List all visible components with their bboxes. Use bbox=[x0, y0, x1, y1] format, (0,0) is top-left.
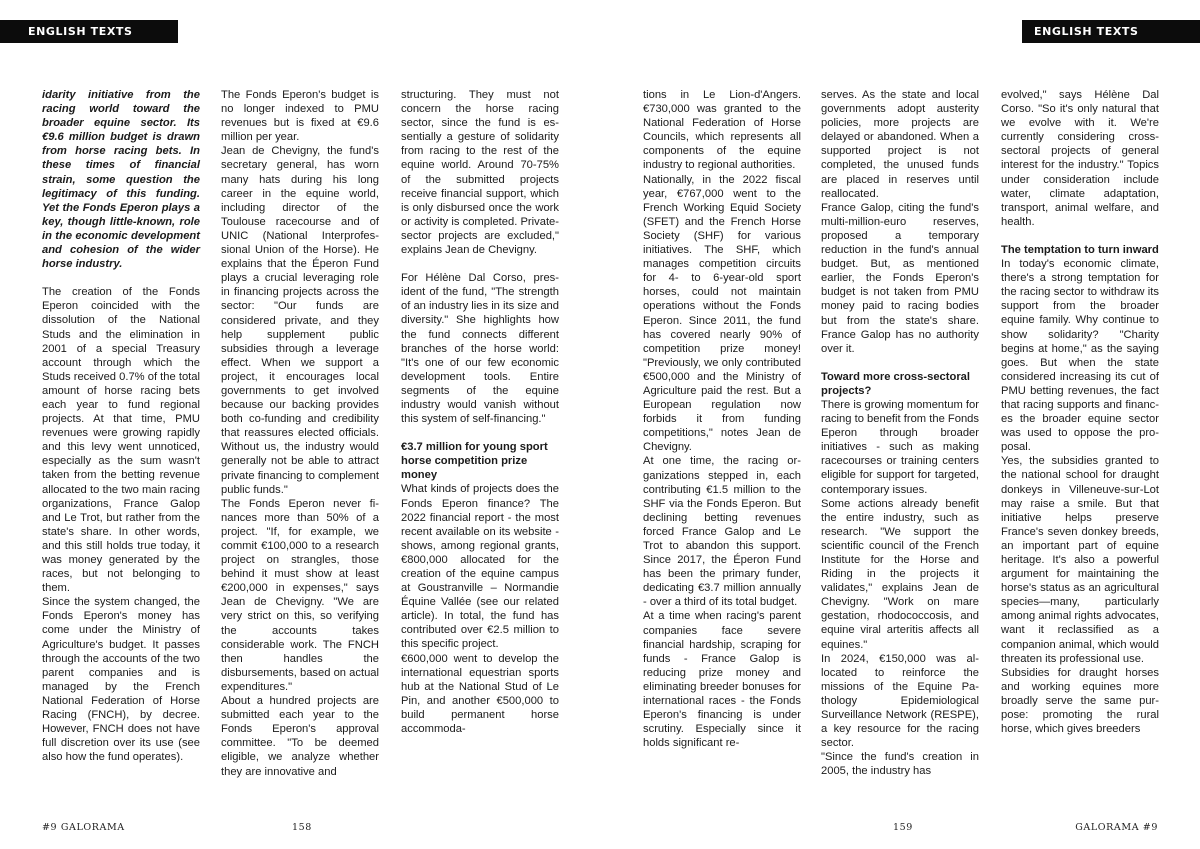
page-number-right: 159 bbox=[893, 822, 913, 833]
section-heading: The temptation to turn inward bbox=[1001, 243, 1159, 256]
body-paragraph: €600,000 went to develop the international equestrian sports hub at the National Stud of Le Pin, and another €500,000 to build permanent horse accommoda- bbox=[401, 652, 559, 736]
body-paragraph: The creation of the Fonds Eperon coincided with the dissolution of the National Studs and the elimination in 2001 of a special Treasury account through which the Studs received 0.7% of the total amount of horse racing bets each year to fund regional projects. At that time, PMU revenues were growing rapidly and this levy went unnoticed, especially as the sum wasn't taken from the betting revenue allocated to the two main racing organizations, France Galop and Le Trot, but rather from the state's share. In other words, and this still holds true today, it was money generated by the races, but not belonging to them. bbox=[42, 286, 200, 595]
body-paragraph: "Since the fund's creation in 2005, the industry has bbox=[821, 751, 979, 778]
body-paragraph: The Fonds Eperon's budget is no longer indexed to PMU revenues but is fixed at €9.6 million per year. bbox=[221, 89, 379, 144]
body-paragraph: There is growing momentum for racing to benefit from the Fonds Eperon through broader initiatives - such as making racecourses or training centers eligible for support for targeted, contemporary issues. bbox=[821, 398, 979, 496]
page-number-left: 158 bbox=[292, 822, 312, 833]
section-heading: €3.7 million for young sport horse competition prize money bbox=[401, 441, 548, 482]
body-paragraph: Since the system changed, the Fonds Eperon's money has come under the Ministry of Agriculture's budget. It passes through the accounts of the two parent companies and is managed by the French National Federation of Horse Racing (FNCH), by decree. However, FNCH does not have full discretion over its use (see also how the fund operates). bbox=[42, 596, 200, 764]
column-6 bbox=[1001, 88, 1159, 736]
body-paragraph: About a hundred projects are submitted each year to the Fonds Eperon's approval committee. "To be deemed eligible, we analyze whether they are innovative and bbox=[221, 695, 379, 778]
body-paragraph: France Galop, citing the fund's multi-million-euro reserves, proposed a temporary reduction in the fund's annual budget. But, as mentioned earlier, the Fonds Eperon's budget is not taken from PMU money paid to racing bodies but from the state's share. France Galop has no authority over it. bbox=[821, 201, 979, 355]
body-paragraph: At a time when racing's parent companies face severe financial hardship, scraping for funds - France Galop is reducing prize money and eliminating breeder bonuses for international races - the Fonds Eperon's financing is under scrutiny. Especially since it holds significant re- bbox=[643, 610, 801, 750]
footer-issue-right: GALORAMA #9 bbox=[1075, 822, 1158, 833]
body-paragraph: Subsidies for draught horses and working equines more broadly serve the same purpose: promoting the rural horse, which gives breeders bbox=[1001, 666, 1159, 736]
footer-issue-left: #9 GALORAMA bbox=[42, 822, 125, 833]
section-heading: Toward more cross-sectoral projects? bbox=[821, 370, 971, 397]
body-paragraph: At one time, the racing organizations stepped in, each contributing €1.5 million to the SHF via the Fonds Eperon. But declining betting revenues forced France Galop and Le Trot to abandon this support. Since 2017, the Éperon Fund has been the primary funder, dedicating €3.7 million annually - over a third of its total budget. bbox=[643, 455, 801, 609]
body-paragraph: In 2024, €150,000 was allocated to reinforce the missions of the Equine Pathology Epidemiological Surveillance Network (RESPE), a key resource for the racing sector. bbox=[821, 652, 979, 750]
column-3 bbox=[401, 88, 559, 736]
body-paragraph: tions in Le Lion-d'Angers. €730,000 was granted to the National Federation of Horse Councils, which represents all components of the equine industry to regional authorities. bbox=[643, 89, 801, 172]
section-tab-right: ENGLISH TEXTS bbox=[1022, 20, 1200, 43]
body-paragraph: Nationally, in the 2022 fiscal year, €767,000 went to the French Working Equid Society (SFET) and the French Horse Society (SHF) for various initiatives. The SHF, which manages competition circuits for 4- to 6-year-old sport horses, could not maintain operations without the Fonds Eperon. Since 2011, the fund has covered nearly 90% of competition prize money! "Previously, we only contributed €500,000 and the Ministry of Agriculture paid the rest. But a European regulation now forbids it from funding competitions," notes Jean de Chevigny. bbox=[643, 173, 801, 454]
body-paragraph: What kinds of projects does the Fonds Eperon finance? The 2022 financial report - the most recent available on its website - shows, among regional grants, €800,000 allocated for the creation of the equine campus at Goustranville – Normandie Équine Vallée (see our related article). In total, the fund has contributed over €2.5 million to this specific project. bbox=[401, 483, 559, 651]
body-paragraph: The Fonds Eperon never finances more than 50% of a project. "If, for example, we commit €100,000 to a research project on strangles, those behind it must show at least €200,000 in expenses," says Jean de Chevigny. "We are very strict on this, so verifying the accounts takes considerable work. The FNCH then handles the disbursements, based on actual expenditures." bbox=[221, 497, 379, 693]
body-paragraph: Jean de Chevigny, the fund's secretary general, has worn many hats during his long career in the equine world, including director of the Toulouse racecourse and of UNIC (National Interprofessional Union of the Horse). He explains that the Éperon Fund plays a crucial leveraging role in financing projects across the sector: "Our funds are considered private, and they help supplement public subsidies through a leverage effect. When we support a project, it encourages local governments to get involved because our backing provides both co-funding and credibility that reassures elected officials. Without us, the industry would generally not be able to attract private financing to complement public funds." bbox=[221, 145, 379, 496]
column-4 bbox=[643, 88, 801, 750]
body-paragraph: evolved," says Hélène Dal Corso. "So it's only natural that we evolve with it. We're currently considering cross-sectoral projects of general interest for the industry." Topics under consideration include water, climate adaptation, transport, animal welfare, and health. bbox=[1001, 89, 1159, 228]
body-paragraph: In today's economic climate, there's a strong temptation for the racing sector to withdraw its support from the broader equine family. Why continue to show solidarity? "Charity begins at home," as the saying goes. But when the state considered increasing its cut of PMU betting revenues, the fact that racing supports and finances the broader equine sector was used to oppose the proposal. bbox=[1001, 258, 1159, 454]
body-paragraph: Some actions already benefit the entire industry, such as research. "We support the scientific council of the French Institute for the Horse and Riding in the projects it validates," explains Jean de Chevigny. "Work on mare gestation, rhodococcosis, and equine viral arteritis affects all equines." bbox=[821, 497, 979, 651]
body-paragraph: Yes, the subsidies granted to the national school for draught donkeys in Villeneuve-sur-Lot may raise a smile. But that initiative helps preserve France's seven donkey breeds, an important part of equine heritage. It's also a powerful argument for maintaining the horse's status as an agricultural species—many, particularly among animal rights advocates, want it reclassified as a companion animal, which would threaten its professional use. bbox=[1001, 455, 1159, 665]
body-paragraph: structuring. They must not concern the horse racing sector, since the fund is essentially a gesture of solidarity from racing to the rest of the equine world. Around 70-75% of the submitted projects receive financial support, which is only disbursed once the work or activity is completed. Private-sector projects are excluded," explains Jean de Chevigny. bbox=[401, 89, 559, 257]
section-tab-left: ENGLISH TEXTS bbox=[0, 20, 178, 43]
column-5 bbox=[821, 88, 979, 779]
column-2 bbox=[221, 88, 379, 779]
column-1 bbox=[42, 88, 200, 764]
body-paragraph: For Hélène Dal Corso, president of the fund, "The strength of an industry lies in its size and diversity." She highlights how the fund connects different branches of the horse world: "It's one of our few economic development tools. Entire segments of the equine industry would vanish without this system of self-financing." bbox=[401, 272, 559, 426]
body-paragraph: serves. As the state and local governments adopt austerity policies, more projects are delayed or abandoned. When a supported project is not completed, the unused funds are placed in reserves until reallocated. bbox=[821, 89, 979, 200]
intro-paragraph: idarity initiative from the racing world toward the broader equine sector. Its €9.6 million budget is drawn from horse racing bets. In these times of financial strain, some question the legitimacy of this funding. Yet the Fonds Eperon plays a key, though little-known, role in the economic development and cohesion of the wider horse industry. bbox=[42, 89, 200, 271]
